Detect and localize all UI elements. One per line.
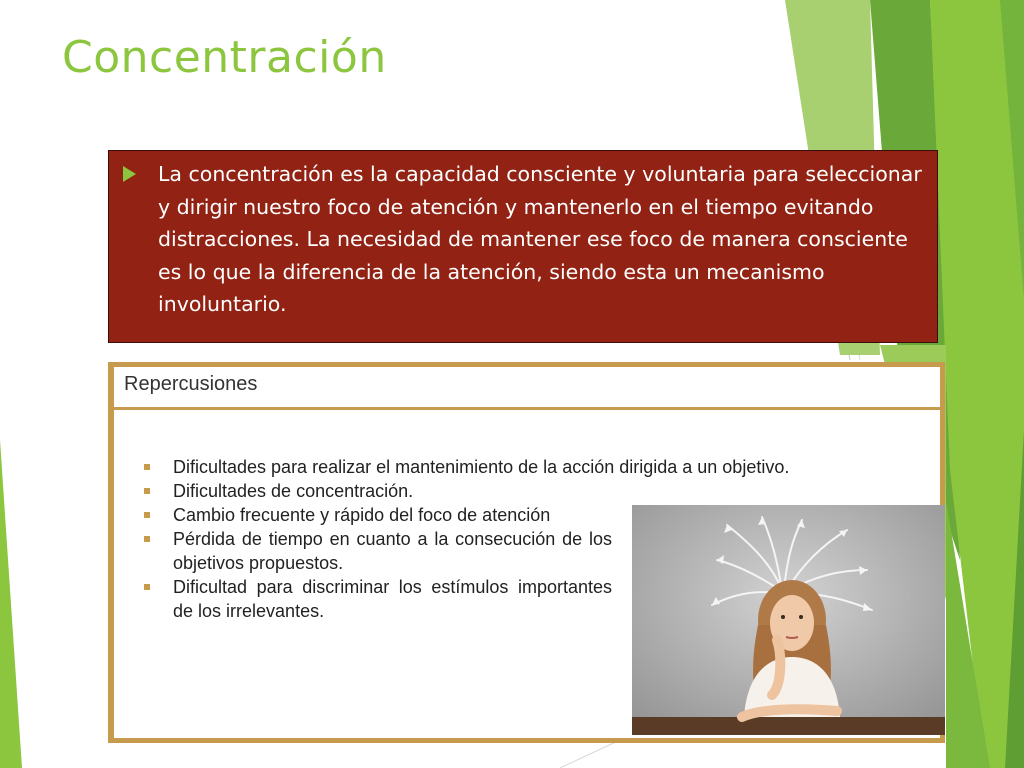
- list-item: Dificultades para realizar el mantenimiento de la acción dirigida a un objetivo.: [142, 455, 933, 479]
- list-item: Dificultades de concentración.: [142, 479, 612, 503]
- list-item: Cambio frecuente y rápido del foco de atención: [142, 503, 612, 527]
- repercusiones-list: [142, 455, 790, 623]
- repercusiones-panel: [108, 362, 945, 743]
- thinking-woman-photo: [632, 505, 945, 735]
- slide-title: Concentración: [62, 32, 387, 83]
- repercusiones-header: [114, 367, 940, 410]
- repercusiones-heading: Repercusiones: [124, 373, 258, 395]
- triangle-bullet-icon: [123, 166, 136, 182]
- list-item: Dificultad para discriminar los estímulos importantes de los irrelevantes.: [142, 575, 612, 623]
- repercusiones-panel-body: [114, 367, 940, 738]
- definition-text: La concentración es la capacidad consciente y voluntaria para seleccionar y dirigir nuestro foco de atención y mantenerlo en el tiempo evitando distracciones. La necesidad de mantener ese foco de manera consciente es lo que la diferencia de la atención, siendo esta un mecanismo involuntario.: [158, 162, 922, 316]
- definition-box: [108, 150, 938, 343]
- list-item: Pérdida de tiempo en cuanto a la consecución de los objetivos propuestos.: [142, 527, 612, 575]
